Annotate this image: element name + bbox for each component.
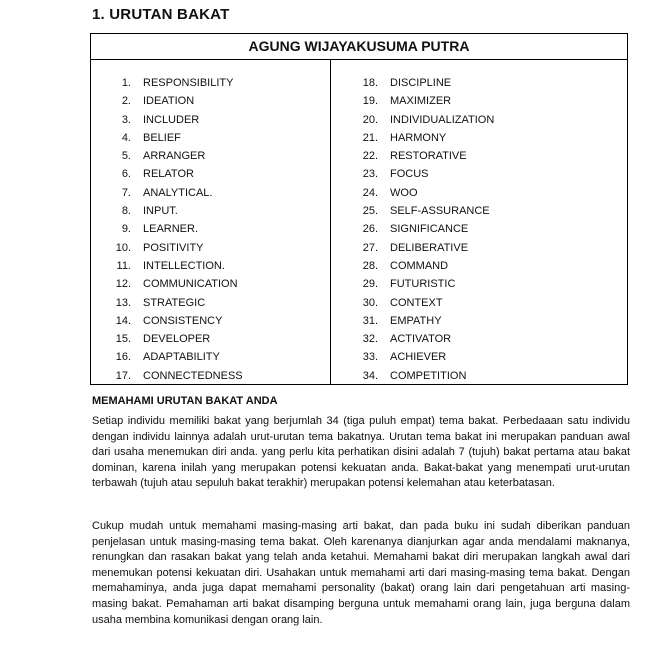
talent-name: CONTEXT: [390, 296, 443, 309]
talent-list-item: [91, 220, 330, 238]
talent-list-item: [331, 92, 628, 110]
talent-rank: 27.: [362, 241, 378, 254]
talent-list-item: [91, 165, 330, 183]
left-column: [91, 74, 330, 385]
talent-rank: 11.: [116, 259, 131, 272]
talent-rank: 13.: [115, 296, 131, 309]
talent-name: FOCUS: [390, 168, 429, 181]
talent-rank: 24.: [362, 186, 378, 199]
talent-name: ADAPTABILITY: [143, 351, 220, 364]
talent-list-item: [91, 367, 330, 385]
talent-list-item: [331, 275, 628, 293]
talent-name: ACHIEVER: [390, 351, 447, 364]
talent-table: [90, 33, 628, 385]
talent-rank: 19.: [362, 95, 378, 108]
talent-name: IDEATION: [143, 95, 195, 108]
talent-name: SELF-ASSURANCE: [390, 205, 490, 218]
right-column: [331, 74, 628, 385]
talent-name: EMPATHY: [390, 314, 442, 327]
talent-name: RESPONSIBILITY: [143, 77, 234, 89]
talent-name: RELATOR: [143, 168, 194, 181]
talent-list-item: [91, 147, 330, 165]
talent-name: DISCIPLINE: [390, 77, 452, 89]
talent-list-item: [91, 202, 330, 220]
talent-list-item: [331, 147, 628, 165]
talent-name: CONNECTEDNESS: [143, 369, 243, 382]
talent-list-item: [91, 312, 330, 330]
talent-name: INDIVIDUALIZATION: [390, 113, 495, 126]
talent-list-item: [331, 184, 628, 202]
talent-name: RESTORATIVE: [390, 150, 467, 163]
talent-name: DELIBERATIVE: [390, 241, 469, 254]
talent-list-item: [331, 257, 628, 275]
talent-name: HARMONY: [390, 131, 447, 144]
talent-rank: 20.: [362, 113, 378, 126]
talent-rank: 31.: [362, 314, 378, 327]
talent-name: COMMUNICATION: [143, 278, 238, 291]
talent-list-item: [331, 220, 628, 238]
talent-rank: 32.: [362, 333, 378, 346]
talent-list-item: [91, 74, 330, 92]
talent-list-item: [91, 330, 330, 348]
talent-rank: 2.: [121, 95, 131, 108]
talent-list-item: [91, 275, 330, 293]
talent-rank: 16.: [115, 351, 131, 364]
talent-rank: 8.: [121, 205, 131, 218]
table-header-name: AGUNG WIJAYAKUSUMA PUTRA: [91, 34, 627, 60]
talent-list-item: [331, 202, 628, 220]
talent-rank: 25.: [362, 205, 378, 218]
talent-name: WOO: [390, 186, 418, 199]
talent-list-item: [91, 129, 330, 147]
talent-name: BELIEF: [143, 131, 181, 144]
talent-name: COMPETITION: [390, 369, 467, 382]
talent-rank: 17.: [115, 369, 131, 382]
talent-name: CONSISTENCY: [143, 314, 223, 327]
talent-list-item: [91, 257, 330, 275]
talent-rank: 7.: [121, 186, 131, 199]
talent-list-item: [331, 129, 628, 147]
talent-name: LEARNER.: [143, 223, 199, 236]
talent-name: INCLUDER: [143, 113, 200, 126]
talent-rank: 21.: [362, 131, 378, 144]
talent-list-item: [331, 348, 628, 366]
talent-rank: 23.: [362, 168, 378, 181]
explanation-paragraph-2: Cukup mudah untuk memahami masing-masing arti bakat, dan pada buku ini sudah diberikan panduan penjelasan untuk masing-masing tema bakat. Oleh karenanya dianjurkan agar anda mendalami maknanya, renungkan dan rasakan bakat yang telah anda ketahui. Memahami bakat diri merupakan langkah awal dari menemukan potensi kekuatan diri. Usahakan untuk memahami arti dari masing-masing tema bakat. Dengan memahaminya, anda juga dapat memahami personality (bakat) orang lain dari pengetahuan arti masing-masing bakat. Pemahaman arti bakat disamping berguna untuk memahami orang lain, juga berguna dalam usaha membina komunikasi dengan orang lain.: [92, 520, 630, 626]
talent-list-item: [331, 312, 628, 330]
talent-list-item: [331, 111, 628, 129]
talent-list-item: [91, 184, 330, 202]
talent-rank: 3.: [121, 113, 131, 126]
talent-rank: 29.: [362, 278, 378, 291]
talent-name: COMMAND: [390, 259, 449, 272]
talent-list-item: [91, 111, 330, 129]
talent-name: ACTIVATOR: [390, 333, 452, 346]
talent-name: MAXIMIZER: [390, 95, 452, 108]
talent-list-item: [331, 367, 628, 385]
talent-name: ARRANGER: [143, 150, 206, 163]
talent-rank: 34.: [362, 369, 378, 382]
talent-list-item: [91, 239, 330, 257]
talent-name: STRATEGIC: [143, 296, 206, 309]
talent-rank: 12.: [115, 278, 131, 291]
talent-name: ANALYTICAL.: [143, 186, 213, 199]
talent-list-item: [331, 74, 628, 92]
talent-list-item: [331, 294, 628, 312]
talent-list-item: [91, 348, 330, 366]
talent-name: INTELLECTION.: [143, 259, 225, 272]
talent-rank: 28.: [362, 259, 378, 272]
talent-rank: 9.: [121, 223, 131, 236]
talent-name: INPUT.: [143, 205, 178, 218]
talent-rank: 30.: [362, 296, 378, 309]
talent-rank: 26.: [362, 223, 378, 236]
talent-list-item: [331, 165, 628, 183]
talent-rank: 6.: [121, 168, 131, 181]
talent-rank: 10.: [115, 241, 131, 254]
talent-name: FUTURISTIC: [390, 278, 456, 291]
talent-list-item: [91, 92, 330, 110]
talent-rank: 15.: [115, 333, 131, 346]
talent-rank: 4.: [121, 131, 131, 144]
talent-name: DEVELOPER: [143, 333, 211, 346]
talent-rank: 1.: [121, 77, 131, 89]
explanation-heading: MEMAHAMI URUTAN BAKAT ANDA: [92, 395, 278, 407]
talent-list-item: [91, 294, 330, 312]
talent-rank: 33.: [362, 351, 378, 364]
explanation-paragraph-1: Setiap individu memiliki bakat yang berjumlah 34 (tiga puluh empat) tema bakat. Perbedaaan satu individu dengan individu lainnya adalah urut-urutan tema bakatnya. Urutan tema bakat ini merupakan panduan awal dari usaha menemukan diri anda. yang perlu kita perhatikan disini adalah 7 (tujuh) bakat pertama atau bakat dominan, karena inilah yang merupakan potensi kekuatan anda. Bakat-bakat yang menempati urut-urutan terbawah (tujuh atau sepuluh bakat terakhir) merupakan potensi kelemahan atau keterbatasan.: [92, 415, 630, 490]
talent-list-item: [331, 239, 628, 257]
talent-name: POSITIVITY: [143, 241, 204, 254]
talent-name: SIGNIFICANCE: [390, 223, 469, 236]
talent-rank: 14.: [115, 314, 131, 327]
talent-list-item: [331, 330, 628, 348]
section-heading: 1. URUTAN BAKAT: [92, 6, 230, 23]
talent-rank: 22.: [362, 150, 378, 163]
talent-rank: 5.: [121, 150, 131, 163]
talent-rank: 18.: [362, 77, 378, 89]
